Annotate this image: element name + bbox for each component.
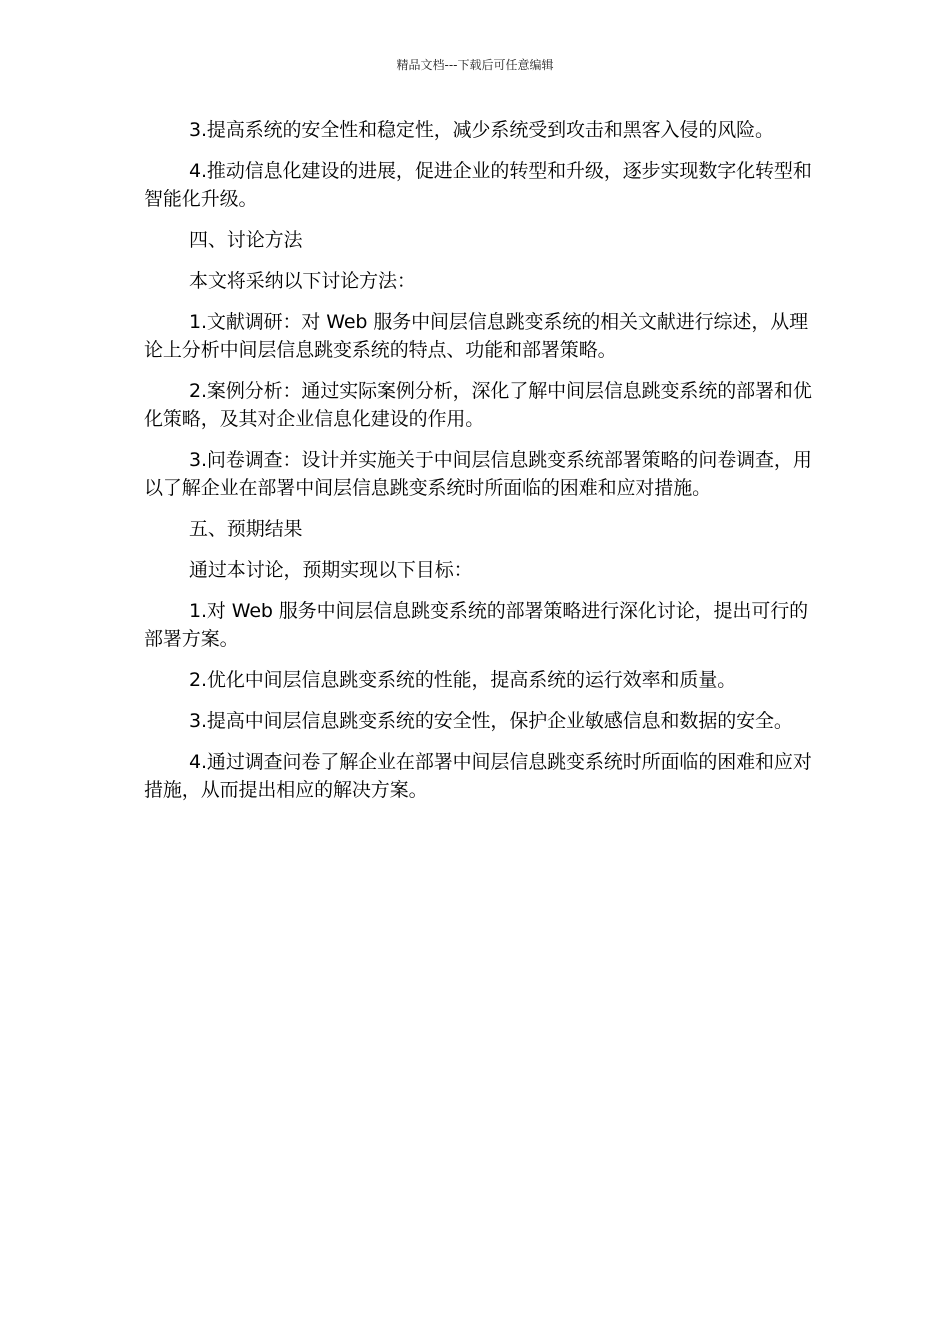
- methods-intro: 本文将采纳以下讨论方法：: [189, 270, 416, 292]
- results-intro: 通过本讨论，预期实现以下目标：: [189, 559, 473, 581]
- document-body: [144, 116, 812, 817]
- result-item-4: 4.通过调查问卷了解企业在部署中间层信息跳变系统时所面临的困难和应对措施，从而提出相应的解决方案。: [144, 751, 812, 801]
- method-item-1: 1.文献调研：对 Web 服务中间层信息跳变系统的相关文献进行综述，从理论上分析中间层信息跳变系统的特点、功能和部署策略。: [144, 311, 809, 361]
- page-header: 精品文档---下载后可任意编辑: [396, 58, 554, 72]
- result-item-1: 1.对 Web 服务中间层信息跳变系统的部署策略进行深化讨论，提出可行的部署方案。: [144, 600, 809, 650]
- method-item-2: 2.案例分析：通过实际案例分析，深化了解中间层信息跳变系统的部署和优化策略，及其对企业信息化建设的作用。: [144, 380, 812, 430]
- result-item-3: 3.提高中间层信息跳变系统的安全性，保护企业敏感信息和数据的安全。: [189, 710, 793, 732]
- section-heading-expected-results: 五、预期结果: [189, 518, 303, 540]
- method-item-3: 3.问卷调查：设计并实施关于中间层信息跳变系统部署策略的问卷调查，用以了解企业在部署中间层信息跳变系统时所面临的困难和应对措施。: [144, 449, 812, 499]
- section-heading-methods: 四、讨论方法: [189, 229, 303, 251]
- goal-item-4: 4.推动信息化建设的进展，促进企业的转型和升级，逐步实现数字化转型和智能化升级。: [144, 160, 812, 210]
- goal-item-3: 3.提高系统的安全性和稳定性，减少系统受到攻击和黑客入侵的风险。: [189, 119, 774, 141]
- result-item-2: 2.优化中间层信息跳变系统的性能，提高系统的运行效率和质量。: [189, 669, 737, 691]
